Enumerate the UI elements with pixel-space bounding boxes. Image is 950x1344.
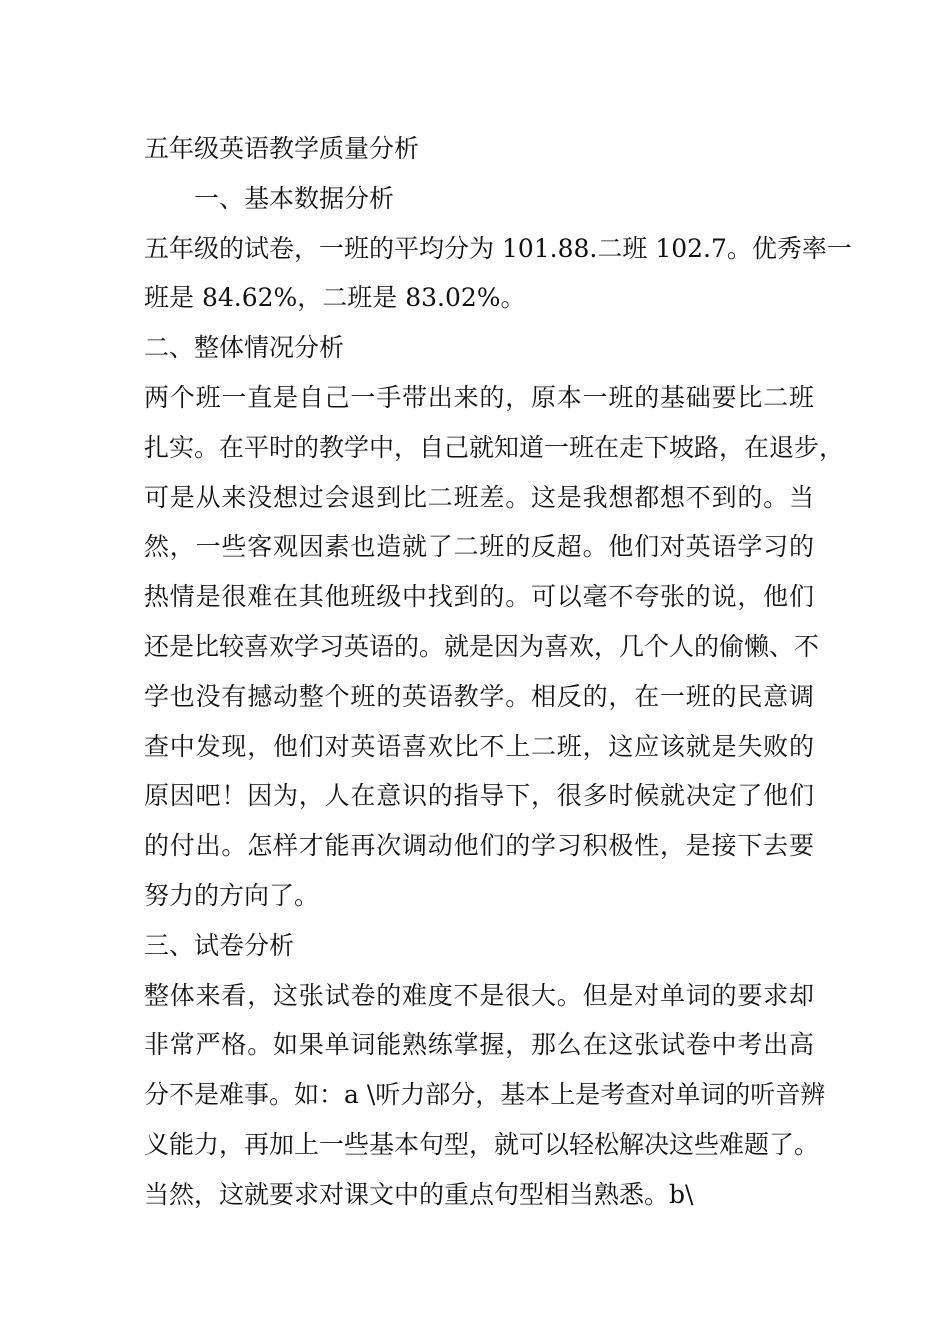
document-title: 五年级英语教学质量分析 xyxy=(144,134,420,163)
paragraph-line: 然，一些客观因素也造就了二班的反超。他们对英语学习的 xyxy=(144,532,814,562)
paragraph-line: 可是从来没想过会退到比二班差。这是我想都想不到的。当 xyxy=(144,482,814,512)
paragraph-line: 分不是难事。如：a \听力部分，基本上是考查对单词的听音辨 xyxy=(144,1080,826,1110)
paragraph-line: 整体来看，这张试卷的难度不是很大。但是对单词的要求却 xyxy=(144,980,814,1010)
section-heading-exam-analysis: 三、试卷分析 xyxy=(144,930,295,960)
paragraph-line: 还是比较喜欢学习英语的。就是因为喜欢，几个人的偷懒、不 xyxy=(144,631,820,661)
section-heading-overall: 二、整体情况分析 xyxy=(144,333,345,363)
paragraph-line: 非常严格。如果单词能熟练掌握，那么在这张试卷中考出高 xyxy=(144,1030,814,1060)
paragraph-line: 原因吧！因为，人在意识的指导下，很多时候就决定了他们 xyxy=(144,781,814,811)
section-heading-basic-data: 一、基本数据分析 xyxy=(194,183,395,213)
paragraph-line: 班是 84.62%，二班是 83.02%。 xyxy=(144,283,526,313)
paragraph-line: 两个班一直是自己一手带出来的，原本一班的基础要比二班 xyxy=(144,382,814,412)
paragraph-line: 查中发现，他们对英语喜欢比不上二班，这应该就是失败的 xyxy=(144,731,814,761)
paragraph-line: 当然，这就要求对课文中的重点句型相当熟悉。b\ xyxy=(144,1179,694,1209)
paragraph-line: 热情是很难在其他班级中找到的。可以毫不夸张的说，他们 xyxy=(144,582,814,612)
paragraph-line: 扎实。在平时的教学中，自己就知道一班在走下坡路，在退步， xyxy=(144,432,845,462)
paragraph-line: 五年级的试卷，一班的平均分为 101.88.二班 102.7。优秀率一 xyxy=(144,233,852,263)
paragraph-line: 学也没有撼动整个班的英语教学。相反的，在一班的民意调 xyxy=(144,681,814,711)
document-body xyxy=(144,124,852,1220)
paragraph-line: 义能力，再加上一些基本句型，就可以轻松解决这些难题了。 xyxy=(144,1129,820,1159)
paragraph-line: 的付出。怎样才能再次调动他们的学习积极性，是接下去要 xyxy=(144,831,814,861)
paragraph-line: 努力的方向了。 xyxy=(144,880,320,910)
